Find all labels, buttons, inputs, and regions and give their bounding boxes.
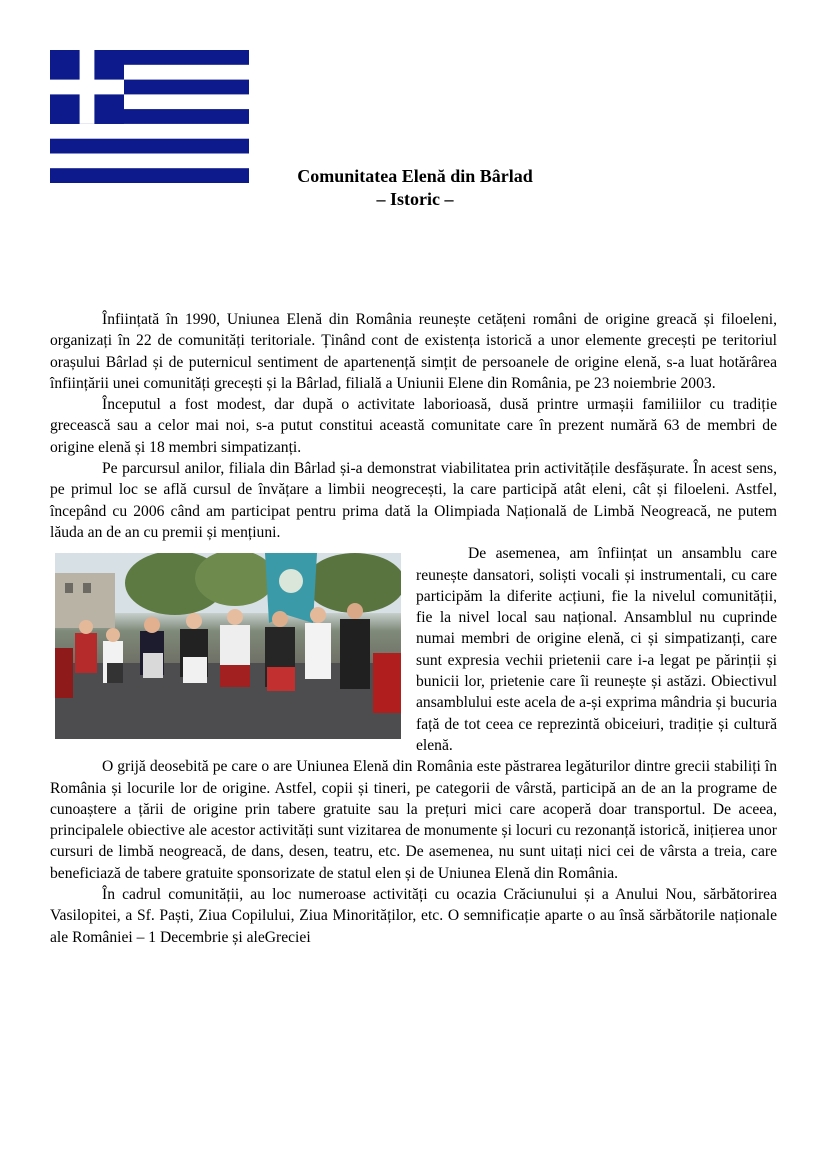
paragraph-2: Începutul a fost modest, dar după o activitate laborioasă, dusă printre urmașii familiilor cu tradiție grecească sau a celor mai noi, s-a putut constitui această comunitate care în prezent numără 63 de membri de origine elenă și 18 membri simpatizanți. [50, 396, 777, 456]
paragraph-3: Pe parcursul anilor, filiala din Bârlad și-a demonstrat viabilitatea prin activitățile desfășurate. În acest sens, pe primul loc se află cursul de învățare a limbii neogrecești, la care participă atât eleni, cât și filoeleni. Astfel, începând cu 2006 când am participat pentru prima dată la Olimpiada Națională de Limbă Neogreacă, ne putem lăuda an de an cu premii și mențiuni. [50, 460, 777, 541]
page-subtitle: – Istoric – [376, 189, 454, 209]
page-title: Comunitatea Elenă din Bârlad [297, 166, 533, 186]
folk-dance-ensemble-photo [55, 553, 401, 739]
paragraph-5: O grijă deosebită pe care o are Uniunea Elenă din România este păstrarea legăturilor dintre grecii stabiliți în România și locurile lor de origine. Astfel, copii și tineri, pe categorii de vârstă, participă an de an la programe de cunoaștere a țării de origine prin tabere gratuite sau la prețuri mici care acoperă doar transportul. De aceea, principalele obiective ale acestor activități sunt vizitarea de monumente și locuri cu rezonanță istorică, inițierea unor cursuri de limbă neogreacă, de dans, desen, teatru, etc. De asemenea, nu sunt uitați nici cei de vârsta a treia, care beneficiază de tabere gratuite sponsorizate de statul elen și de Uniunea Elenă din România. [50, 758, 777, 882]
paragraph-6: În cadrul comunității, au loc numeroase activități cu ocazia Crăciunului și a Anului Nou, sărbătorirea Vasilopitei, a Sf. Paști, Ziua Copilului, Ziua Minorităților, etc. O semnificație aparte o au însă sărbătorile naționale ale României – 1 Decembrie și aleGreciei [50, 886, 777, 946]
greek-flag-icon [50, 50, 249, 183]
paragraph-4: De asemenea, am înființat un ansamblu care reunește dansatori, soliști vocali și instrumentali, cu care participăm la diferite acțiuni, fie la nivelul comunității, fie la nivel local sau național. Ansamblul nu cuprinde numai membri de origine elenă, ci și simpatizanți, care sunt expresia vechii prietenii care i-a legat pe părinții și bunicii lor, prietenie care îi reunește și astăzi. Obiectivul ansamblului este acela de a-și exprima mândria și bucuria față de tot ceea ce reprezintă obiceiuri, tradiție și cultură elenă. [416, 545, 777, 754]
paragraph-1: Înființată în 1990, Uniunea Elenă din România reunește cetățeni români de origine greacă și filoeleni, organizați în 22 de comunități teritoriale. Ținând cont de existența istorică a unor elemente grecești pe teritoriul orașului Bârlad și de puternicul sentiment de apartenență simțit de persoanele de origine elenă, s-a luat hotărârea înființării unei comunități grecești și la Bârlad, filială a Uniunii Elene din România, pe 23 noiembrie 2003. [50, 311, 777, 392]
article-body [50, 309, 777, 948]
